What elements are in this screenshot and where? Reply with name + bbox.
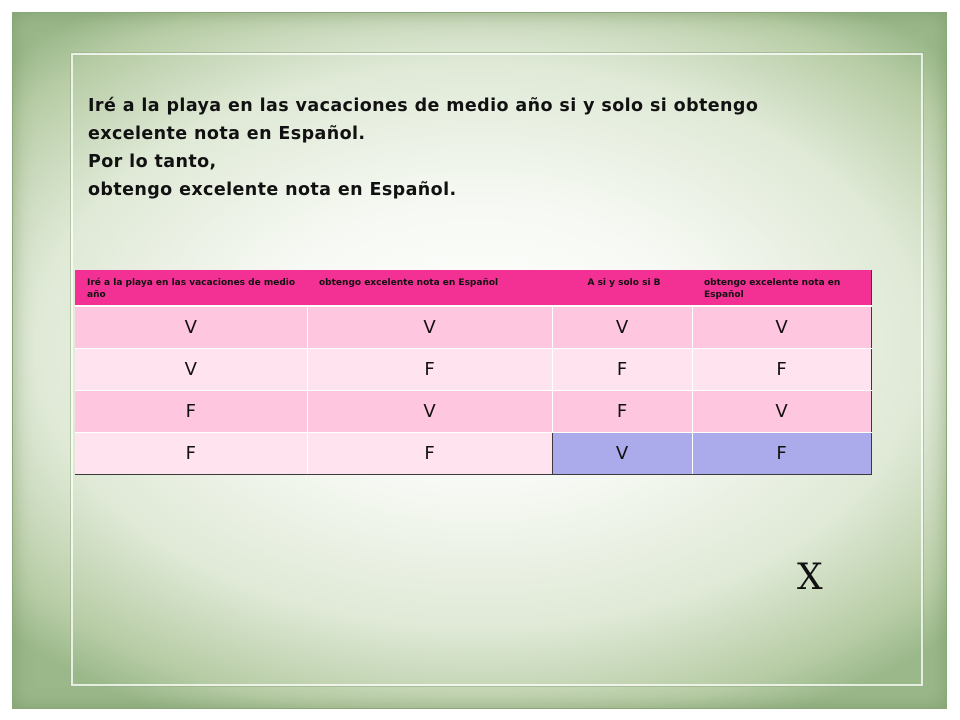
table-row [75, 306, 871, 349]
table-cell: F [692, 349, 871, 391]
table-cell: V [307, 306, 552, 349]
table-row [75, 349, 871, 391]
header-conclusion: obtengo excelente nota en Español [692, 270, 871, 306]
statement-line-1: Iré a la playa en las vacaciones de medio año si y solo si obtengo [88, 96, 759, 116]
statement-line-3: Por lo tanto, [88, 152, 217, 172]
header-biconditional: A si y solo si B [552, 270, 692, 306]
table-cell: V [307, 391, 552, 433]
table-cell: F [75, 391, 307, 433]
argument-statement [88, 92, 868, 204]
table-cell: V [75, 306, 307, 349]
table-row [75, 391, 871, 433]
header-proposition-b: obtengo excelente nota en Español [307, 270, 552, 306]
truth-table [75, 270, 872, 475]
table-row [75, 433, 871, 475]
table-cell: V [692, 391, 871, 433]
table-cell: V [552, 306, 692, 349]
header-proposition-a: Iré a la playa en las vacaciones de medio año [75, 270, 307, 306]
table-cell-highlighted: F [692, 433, 871, 475]
table-cell-highlighted: V [552, 433, 692, 475]
table-cell: F [75, 433, 307, 475]
table-cell: F [552, 349, 692, 391]
table-cell: V [692, 306, 871, 349]
invalid-mark: X [797, 557, 823, 598]
table-cell: F [307, 349, 552, 391]
statement-line-2: excelente nota en Español. [88, 124, 366, 144]
truth-table-header-row [75, 270, 871, 306]
table-cell: F [307, 433, 552, 475]
table-cell: V [75, 349, 307, 391]
statement-line-4: obtengo excelente nota en Español. [88, 180, 457, 200]
table-cell: F [552, 391, 692, 433]
